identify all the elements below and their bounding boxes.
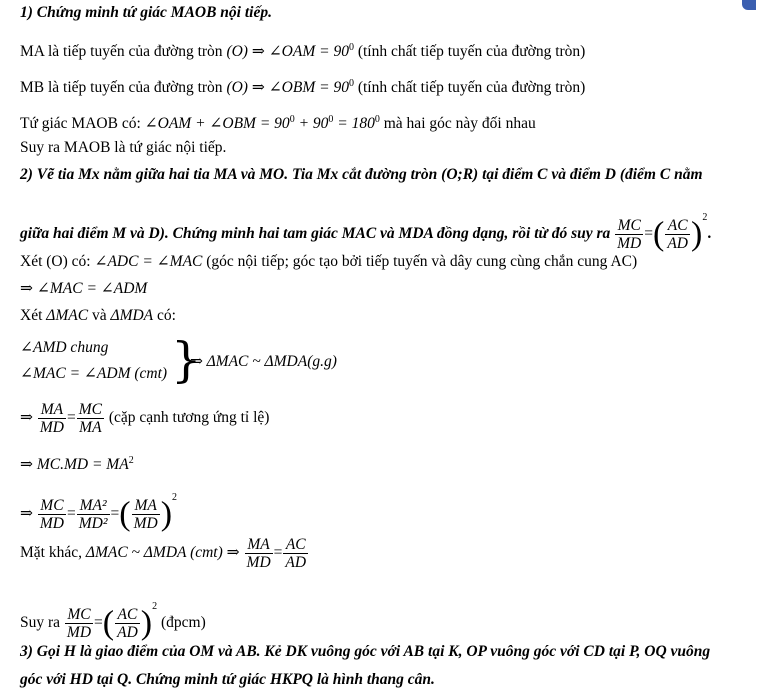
- denominator: MD²: [78, 514, 108, 532]
- fraction: [615, 217, 643, 252]
- denominator: MD: [246, 553, 271, 571]
- fraction: [38, 401, 66, 436]
- text: Tứ giác MAOB có:: [20, 115, 145, 133]
- exponent: 2: [152, 601, 158, 612]
- denominator: MD: [133, 514, 158, 532]
- denominator: MD: [66, 623, 92, 641]
- fraction: [65, 606, 93, 641]
- line-mb-tangent: [20, 74, 585, 98]
- exponent: 2: [172, 492, 178, 503]
- math: (O) ⇒ ∠OBM = 90: [226, 79, 349, 97]
- math: ΔMAC ~ ΔMDA (cmt) ⇒: [85, 544, 240, 561]
- heading-part-1: 1) Chứng minh tứ giác MAOB nội tiếp.: [20, 4, 272, 21]
- arrow: ⇒: [20, 409, 33, 426]
- fraction: [77, 497, 110, 532]
- text: (đpcm): [157, 614, 206, 631]
- math: (O) ⇒ ∠OAM = 90: [226, 43, 349, 61]
- line-ma-tangent: [20, 38, 585, 62]
- numerator: MA²: [77, 497, 110, 515]
- superscript: 2: [128, 455, 134, 466]
- equals: =: [110, 505, 120, 522]
- text: (cặp cạnh tương ứng tỉ lệ): [104, 409, 270, 426]
- fraction: [132, 497, 160, 532]
- fraction: [77, 401, 104, 436]
- numerator: MA: [245, 536, 273, 554]
- math: ∠ADC = ∠MAC: [94, 253, 203, 270]
- fraction: [665, 217, 690, 252]
- line-angle-equal: ⇒ ∠MAC = ∠ADM: [20, 280, 148, 297]
- line-similar-result: ⇒ ΔMAC ~ ΔMDA(g.g): [190, 353, 337, 370]
- brace: }: [171, 332, 202, 388]
- heading-part-2-line1: 2) Vẽ tia Mx nằm giữa hai tia MA và MO. Tia Mx cắt đường tròn (O;R) tại điểm C và điểm D (điểm C nằm: [20, 166, 703, 183]
- denominator: AD: [117, 623, 138, 641]
- line-ratio-1: [20, 398, 269, 438]
- line-angle-cmt: ∠MAC = ∠ADM (cmt): [20, 365, 168, 382]
- numerator: AC: [115, 606, 140, 624]
- superscript: 0: [374, 114, 380, 125]
- text: (tính chất tiếp tuyến của đường tròn): [353, 79, 586, 97]
- text: Suy ra: [20, 614, 64, 631]
- numerator: MC: [38, 497, 66, 515]
- text: MA là tiếp tuyến của đường tròn: [20, 43, 227, 61]
- text: Xét (O) có:: [20, 253, 95, 270]
- denominator: MA: [79, 418, 102, 436]
- text: Xét: [20, 307, 47, 324]
- text: có:: [153, 307, 176, 324]
- line-angle-sum: [20, 110, 536, 134]
- superscript: 0: [348, 42, 354, 53]
- heading-part-3-line2: góc với HD tại Q. Chứng minh tứ giác HKPQ là hình thang cân.: [20, 671, 435, 688]
- fraction: [115, 606, 140, 641]
- math: ∠OAM + ∠OBM = 90: [144, 115, 290, 133]
- exponent: 2: [702, 212, 708, 223]
- denominator: AD: [667, 234, 688, 252]
- numerator: AC: [283, 536, 308, 554]
- period: .: [707, 225, 712, 242]
- line-moreover: [20, 533, 309, 573]
- numerator: MA: [38, 401, 66, 419]
- heading-part-3-line1: 3) Gọi H là giao điểm của OM và AB. Kẻ DK vuông góc với AB tại K, OP vuông góc với CD tại P, OQ vuông: [20, 643, 711, 660]
- heading-part-2-line2: giữa hai điểm M và D). Chứng minh hai tam giác MAC và MDA đồng dạng, rồi từ đó suy ra $\frac{MC}{MD}$ =( $\frac{AC}{AD}$ )$^2$.: [20, 212, 712, 253]
- superscript: 0: [328, 114, 334, 125]
- math: ΔMDA: [110, 307, 154, 324]
- text: mà hai góc này đối nhau: [379, 115, 536, 133]
- line-ratio-squared: ⇒ $\frac{MC}{MD}$ = $\frac{\text{MA²}}{\text{MD²}}$ =( $\frac{MA}{MD}$ )$^2$: [20, 492, 178, 533]
- text: và: [88, 307, 111, 324]
- denominator: AD: [285, 553, 307, 571]
- numerator: MC: [615, 217, 643, 235]
- line-inscribed-angle: [20, 252, 637, 272]
- denominator: MD: [39, 418, 64, 436]
- corner-mark: [742, 0, 756, 10]
- numerator: MA: [132, 497, 160, 515]
- equals: =: [644, 225, 653, 242]
- numerator: MC: [65, 606, 93, 624]
- line-therefore: Suy ra $\frac{MC}{MD}$ =( $\frac{AC}{AD}$ )$^2$ (đpcm): [20, 601, 206, 642]
- text: (góc nội tiếp; góc tạo bởi tiếp tuyến và dây cung cùng chắn cung AC): [202, 253, 638, 270]
- equals: =: [273, 544, 283, 561]
- text: giữa hai điểm M và D). Chứng minh hai tam giác MAC và MDA đồng dạng, rồi từ đó suy ra: [20, 225, 611, 242]
- equals: =: [66, 409, 76, 426]
- equals: =: [66, 505, 76, 522]
- math: ΔMAC: [46, 307, 89, 324]
- text: (tính chất tiếp tuyến của đường tròn): [353, 43, 586, 61]
- text: MB là tiếp tuyến của đường tròn: [20, 79, 227, 97]
- line-consider-triangles: [20, 306, 176, 326]
- superscript: 0: [348, 78, 354, 89]
- line-product: [20, 451, 134, 475]
- denominator: MD: [617, 234, 642, 252]
- line-conclusion-1: Suy ra MAOB là tứ giác nội tiếp.: [20, 139, 227, 156]
- math: + 90: [294, 115, 329, 133]
- numerator: AC: [665, 217, 690, 235]
- arrow: ⇒: [20, 505, 33, 522]
- line-common-angle: ∠AMD chung: [20, 339, 109, 356]
- math: = 180: [333, 115, 375, 133]
- fraction: [245, 536, 273, 571]
- superscript: 0: [289, 114, 295, 125]
- fraction: [38, 497, 66, 532]
- equals: =: [94, 614, 103, 631]
- math: ⇒ MC.MD = MA: [20, 456, 129, 474]
- numerator: MC: [78, 400, 102, 418]
- denominator: MD: [39, 514, 64, 532]
- text: Mặt khác,: [20, 544, 86, 561]
- fraction: [283, 536, 308, 571]
